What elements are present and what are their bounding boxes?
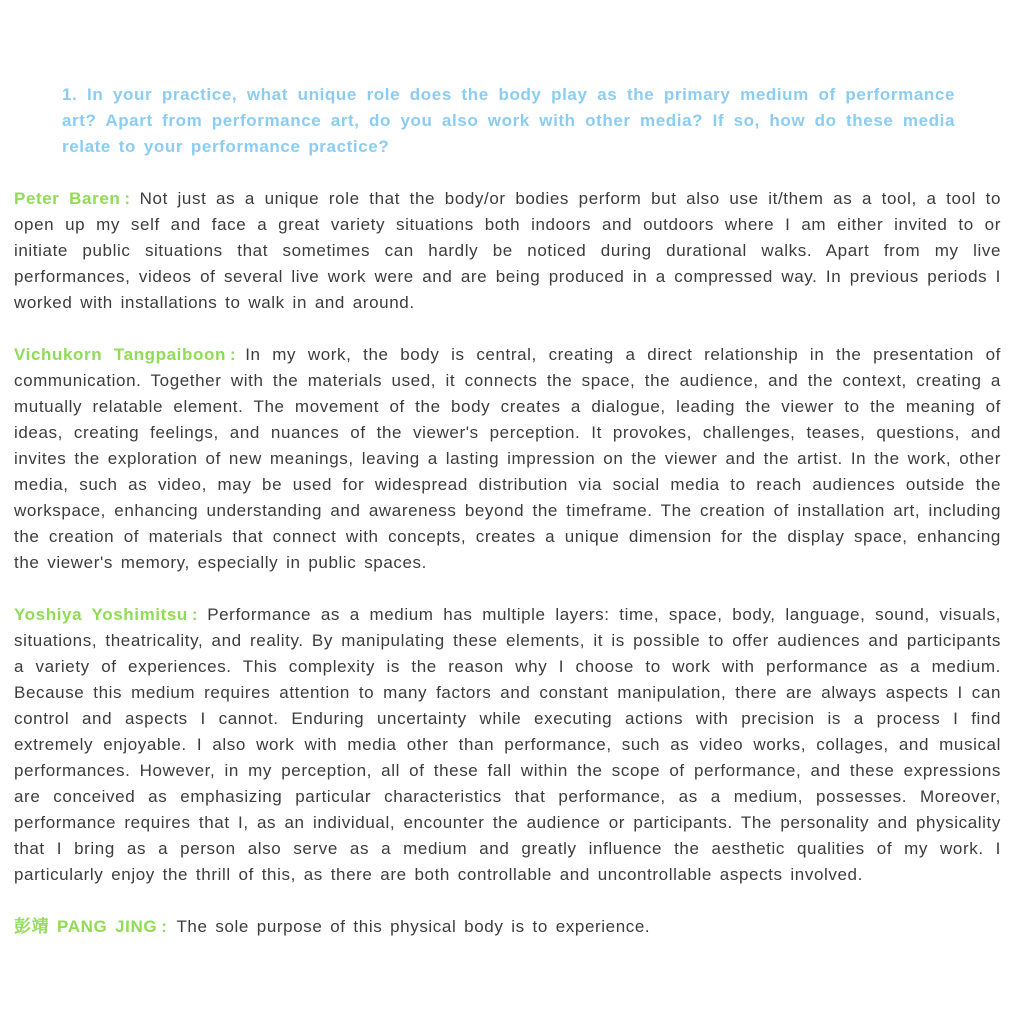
answer-paragraph-vichukorn-tangpaiboon [14, 342, 1001, 576]
speaker-name-pang-jing: 彭靖 PANG JING [14, 917, 158, 936]
interview-question: 1. In your practice, what unique role does the body play as the primary medium of performance art? Apart from performance art, do you also work with other media? If so, how do these media relate to your performance practice? [62, 85, 955, 156]
speaker-colon: : [124, 189, 131, 208]
answer-paragraph-peter-baren [14, 186, 1001, 316]
answer-paragraph-pang-jing [14, 914, 1001, 940]
answer-text-pang-jing: The sole purpose of this physical body is to experience. [176, 917, 651, 936]
answer-text-peter-baren: Not just as a unique role that the body/or bodies perform but also use it/them as a tool, a tool to open up my self and face a great variety situations both indoors and outdoors where I am either invited to or initiate public situations that sometimes can hardly be noticed during durational walks. Apart from my live performances, videos of several live work were and are being produced in a compressed way. In previous periods I worked with installations to walk in and around. [14, 189, 1001, 312]
speaker-name-yoshiya-yoshimitsu: Yoshiya Yoshimitsu [14, 605, 188, 624]
speaker-name-vichukorn-tangpaiboon: Vichukorn Tangpaiboon [14, 345, 226, 364]
speaker-colon: : [161, 917, 168, 936]
answer-text-vichukorn-tangpaiboon: In my work, the body is central, creating a direct relationship in the presentation of communication. Together with the materials used, it connects the space, the audience, and the context, creating a mutually relatable element. The movement of the body creates a dialogue, leading the viewer to the meaning of ideas, creating feelings, and nuances of the viewer's perception. It provokes, challenges, teases, questions, and invites the exploration of new meanings, leaving a lasting impression on the viewer and the artist. In the work, other media, such as video, may be used for widespread distribution via social media to reach audiences outside the workspace, enhancing understanding and awareness beyond the timeframe. The creation of installation art, including the creation of materials that connect with concepts, creates a unique dimension for the display space, enhancing the viewer's memory, especially in public spaces. [14, 345, 1001, 572]
answer-paragraph-yoshiya-yoshimitsu [14, 602, 1001, 888]
speaker-name-peter-baren: Peter Baren [14, 189, 121, 208]
answer-text-yoshiya-yoshimitsu: Performance as a medium has multiple layers: time, space, body, language, sound, visuals, situations, theatricality, and reality. By manipulating these elements, it is possible to offer audiences and participants a variety of experiences. This complexity is the reason why I choose to work with performance as a medium. Because this medium requires attention to many factors and constant manipulation, there are always aspects I can control and aspects I cannot. Enduring uncertainty while executing actions with precision is a process I find extremely enjoyable. I also work with media other than performance, such as video works, collages, and musical performances. However, in my perception, all of these fall within the scope of performance, and these expressions are conceived as emphasizing particular characteristics that performance, as a medium, possesses. Moreover, performance requires that I, as an individual, encounter the audience or participants. The personality and physicality that I bring as a person also serve as a medium and greatly influence the aesthetic qualities of my work. I particularly enjoy the thrill of this, as there are both controllable and uncontrollable aspects involved. [14, 605, 1001, 884]
speaker-colon: : [191, 605, 199, 624]
speaker-colon: : [229, 345, 237, 364]
